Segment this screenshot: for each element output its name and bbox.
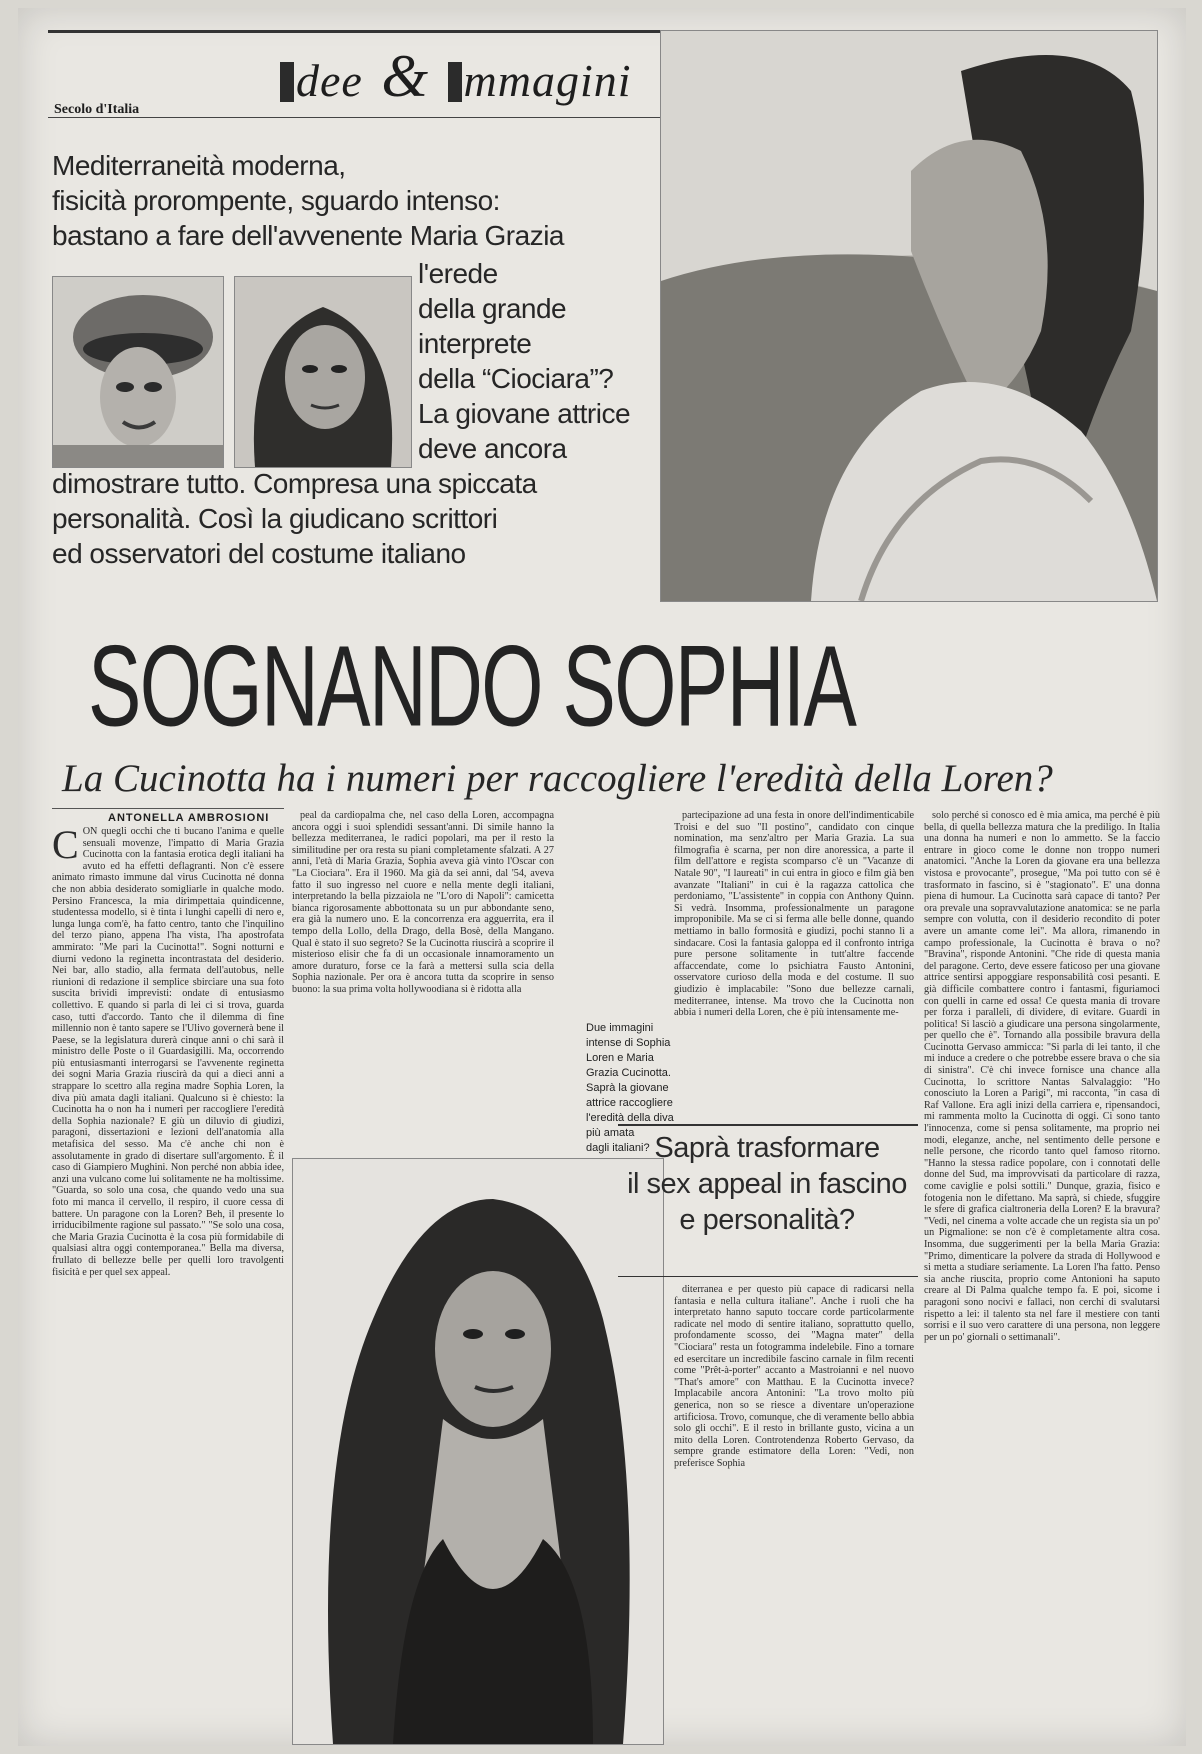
deck-top [52,148,564,253]
byline: ANTONELLA AMBROSIONI [108,812,270,824]
caption-line: l'eredità della diva [586,1112,674,1124]
section-title [280,42,632,111]
photo-cucinotta-profile [660,30,1158,602]
newspaper-page [18,8,1186,1746]
article-column-3 [674,810,914,1110]
column-text: diterranea e per questo più capace di radicarsi nella fantasia e nella cultura italiane". Anche i ruoli che ha interpretato hanno saputo toccare corde particolarmente radicate nel modo di sentire italiano, soprattutto quello, profondamente scosso, dei "Magna mater" della "Ciociara" resta un fotogramma indelebile. Fino a tornare ed esercitare un incredibile fascino carnale in film recenti come "Prêt-à-porter" accanto a Mastroianni e nel nuovo "That's amore" con Matthau. E la Cucinotta invece? Implacabile ancora Antonini: "La trovo molto più generica, non so se riesce a diventare un'operazione artificiosa. Trovo, comunque, che di veramente bello abbia solo gli occhi". E il resto in brillante gusto, vicina a un mito della Loren. Controtendenza Roberto Gervaso, da sempre grande estimatore della Loren: "Vedi, non preferisce Sophia [674,1284,914,1469]
deck-line: dimostrare tutto. Compresa una spiccata [52,468,537,499]
deck-line: della grande [418,293,567,324]
deck-line: fisicità prorompente, sguardo intenso: [52,185,500,216]
column-rule [52,808,284,809]
article-column-2 [292,810,554,1150]
deck-line: Mediterraneità moderna, [52,150,346,181]
paper-name: Secolo d'Italia [54,102,140,117]
deck-line: deve ancora [418,433,567,464]
drop-cap: C [52,826,79,867]
section-initial-block-2 [448,62,462,102]
section-title-part-1: dee [296,55,363,106]
headline: SOGNANDO SOPHIA [88,621,856,751]
column-text: ON quegli occhi che ti bucano l'anima e quelle sensuali movenze, l'impatto di Maria Grazia Cucinotta con la fantasia erotica degli italiani ha avuto ed ha effetti deflagranti. Non c'è essere animato rimasto immune dal virus Cucinotta né donna che non abbia desiderato somigliarle in qualche modo. Persino Francesca, la mia dirimpettaia quindicenne, studentessa modello, si è tinta i lunghi capelli di nero e, lunga lunga com'è, ha fatto centro, tanto che l'inquilino del terzo piano, appena l'ha vista, l'ha apostrofata ammirato: "Me pari la Cucinotta!". Sogni notturni e diurni vedono la reginetta incontrastata del desiderio. Nei bar, allo stadio, alla fermata dell'autobus, nelle riunioni di redazione il semplice sbirciare una sua foto suscita brividi imprevisti: ondate di entusiasmo collettivo. E quando si parla di lei ci si trova, guarda caso, tutti d'accordo. Tanto che il dilemma di fine millennio non è tanto sapere se l'Ulivo governerà bene il Paese, se la legislatura durerà cinque anni o chi sarà il ministro delle Poste o il Guardasigilli. Ma, occorrendo più entusiasmanti interrogarsi se l'avvenente reginetta dei sogni Maria Grazia riuscirà da qui a dieci anni a strappare lo scettro alla regina madre Sophia Loren, la diva più amata dagli italiani. Qualcuno si è chiesto: la Cucinotta ha o non ha i numeri per raccogliere l'eredità della Sophia nazionale? E giù un diluvio di giudizi, paragoni, dissertazioni e lezioni dell'anatomia alla metafisica del sesso. Ma c'è anche chi non è assolutamente in grado di disertare sull'argomento. È il caso di Giampiero Mughini. Non perché non abbia idee, anzi una vulcano come lui solitamente ne ha moltissime. "Guarda, so solo una cosa, che quando vedo una sua foto mi manca il cervello, il respiro, il cuore cessa di battere. Un paragone con la Loren? Beh, il presente lo irriducibilmente ragione sul passato." "Se solo una cosa, che Maria Grazia Cucinotta è la cosa più formidabile di qualsiasi altra oggi contemporanea." Bella ma diversa, frullato di bellezze belle per quelli loro travolgenti fisicità e per quel sex appeal. [52,826,284,1278]
masthead-rule [48,30,688,33]
caption-line: più amata [586,1127,635,1139]
pullquote-line: il sex appeal in fascino [627,1168,907,1200]
caption-line: Saprà la giovane [586,1082,669,1094]
photo-cucinotta-portrait [292,1158,664,1745]
masthead-rule-bottom [48,117,688,118]
subheadline: La Cucinotta ha i numeri per raccogliere l'eredità della Loren? [62,757,1053,800]
caption-line: intense di Sophia [586,1037,671,1049]
caption-line: dagli italiani? [586,1142,650,1154]
deck-bottom [52,466,537,571]
caption-line: Grazia Cucinotta. [586,1067,671,1079]
section-title-part-2: mmagini [463,55,632,106]
deck-line: personalità. Così la giudicano scrittori [52,503,498,534]
pullquote-line: e personalità? [679,1204,855,1236]
deck-right [418,256,630,466]
photo-maria-grazia-cucinotta-small [234,276,412,468]
article-column-1 [52,826,284,1736]
deck-line: interprete [418,328,532,359]
article-column-4 [924,810,1160,1736]
caption-line: attrice raccogliere [586,1097,673,1109]
deck-line: ed osservatori del costume italiano [52,538,466,569]
column-text: partecipazione ad una festa in onore dell'indimenticabile Troisi e del suo "Il postino", candidato con cinque nomination, ma senz'altro per Maria Grazia. La sua filmografia è scarna, per non dire anoressica, a parte il film dell'attore e regista scomparso c'è un "Vacanze di Natale 90", "I laureati" in cui entra in gioco e film già ben avanzate "Italiani" in cui è la ragazza cattolica che perdoniamo, "L'assistente" in coppia con Anthony Quinn. Si vedrà. Insomma, professionalmente un paragone improponibile. Ma se ci si ferma alle belle donne, quando mettiamo in ballo formosità e giudizi, pochi stanno lì a sindacare. Così la fantasia galoppa ed il confronto intriga pure persone solitamente in tutt'altre faccende affaccendate, come lo psichiatra Fausto Antonini, osservatore curioso della moda e del costume. Il suo giudizio è implacabile: "Sono due bellezze carnali, mediterranee, intense. Ma trovo che la Cucinotta non abbia i numeri della Loren, che è più intensamente me- [674,810,914,1019]
caption-line: Loren e Maria [586,1052,654,1064]
section-ampersand: & [381,43,430,109]
deck-line: bastano a fare dell'avvenente Maria Grazia [52,220,564,251]
pullquote-rule [618,1124,918,1126]
photo-sophia-loren [52,276,224,468]
pull-quote [618,1130,916,1238]
column-text: solo perché si conosco ed è mia amica, ma perché è più bella, di quella bellezza matura che la prediligo. In Italia una donna ha numeri e non lo ammetto. Se la faccio entrare in gioco come le donne non troppo numeri anatomici. "Anche la Loren da giovane era una bellezza vistosa e provocante", prosegue, "Ma poi tutto con sé è trasformato in fascino, si è "stagionato". E' una donna piena di humour. La Cucinotta sarà capace di tanto? Per ora prevale una sopravvalutazione anatomica: se ne parla sempre con volutta, con il desiderio recondito di poter avere un amante come lei". Ma allora, rimanendo in campo professionale, la Cucinotta è brava o no? "Bravina", risponde Antonini. "Che ride di questa mania del paragone. Certo, deve essere faticoso per una giovane attrice sentirsi appoggiare responsabilità così pesanti. E già difficile combattere contro i fantasmi, figuriamoci con quelli in carne ed ossa! Ce questa mania di trovare per forza i paralleli, di dividere, di evitare. Guardi in politica! Si lasciò a giudicare una persona singolarmente, per quello che è". Tornando alla possibile bravura della Cucinotta Gervaso ammicca: "Si parla di lei tanto, il che mi induce a credere o che potrebbe essere brava o che sia di sinistra". C'è chi invece fornisce una chance alla Cucinotta, lo scrittore Nantas Salvalaggio: "Ho conosciuto la Loren a Parigi", mi racconta, "in casa di Raf Vallone. Era agli inizi della carriera e, ripensandoci, mi rammenta molto la Cucinotta di oggi. Ci sono tanto l'innocenza, come si pensa solitamente, ma proprio nei modi, eleganze, anche, nel sentimento delle persone e nelle persone, che ricordo tanto quel famoso ritorno. "Hanno la stessa radice popolare, con i connotati delle donne del Sud, ma improvvisati da particolare di razza, come caviglie e polsi sottili." Dunque, grazia, fisico e fotogenia non le difettano. Ma saprà, si chiede, sfuggire le sfere di grafica cialtroneria della Loren? E la bravura? "Vedi, nel cinema a volte accade che un regista sia un po' un Pigmalione: se non c'è è completamente altra cosa. Insomma, due suggerimenti per la bella Maria Grazia: "Primo, dimenticare la polvere da strada di Hollywood e si metta a studiare seriamente. La Loren l'ha fatto. Penso sia anche riuscita, proprio come Antonioni ha saputo creare al Di Palma qualche tempo fa. E poi, sicome i paragoni sono nocivi e fallaci, non cerchi di svalutarsi rispetto a lei: il talento sta nel fare il mestiere con tanti sorrisi e il suo vero carattere di una persona, non leggere per un po' giornali o settimanali". [924,810,1160,1343]
deck-line: l'erede [418,258,498,289]
caption-line: Due immagini [586,1022,654,1034]
pullquote-rule-bottom [618,1276,918,1277]
article-column-3-continued [674,1284,914,1736]
pullquote-line: Saprà trasformare [654,1132,880,1164]
column-text: peal da cardiopalma che, nel caso della Loren, accompagna ancora oggi i suoi splendidi sessant'anni. Di simile hanno la bellezza mediterranea, le radici popolari, ma per il resto la similitudine per ora resta su piani completamente sfalzati. A 27 anni, l'età di Maria Grazia, Sophia aveva già vinto l'Oscar con "La Ciociara". Era il 1960. Ma già da sei anni, dal '54, aveva fatto il suo ingresso nel cuore e nella mente degli italiani, interpretando la bella pizzaiola ne "L'oro di Napoli": camicetta bianca rigorosamente abbottonata su un pur abbondante seno, era già la numero uno. E la concorrenza era agguerrita, era il tempo della Lollo, della Drago, della Bosè, della Mangano. Qual è stato il suo segreto? Se la Cucinotta riuscirà a scoprire il misterioso elisir che fa di un occasionale innamoramento un amore duraturo, forse ce la farà a mettersi sulla scia della Sophia nazionale. Per ora è ancora tutta da scoprire in senso buono: la sua prima volta hollywoodiana si è ridotta alla [292,810,554,995]
deck-line: della “Ciociara”? [418,363,614,394]
deck-line: La giovane attrice [418,398,631,429]
section-initial-block [280,62,294,102]
